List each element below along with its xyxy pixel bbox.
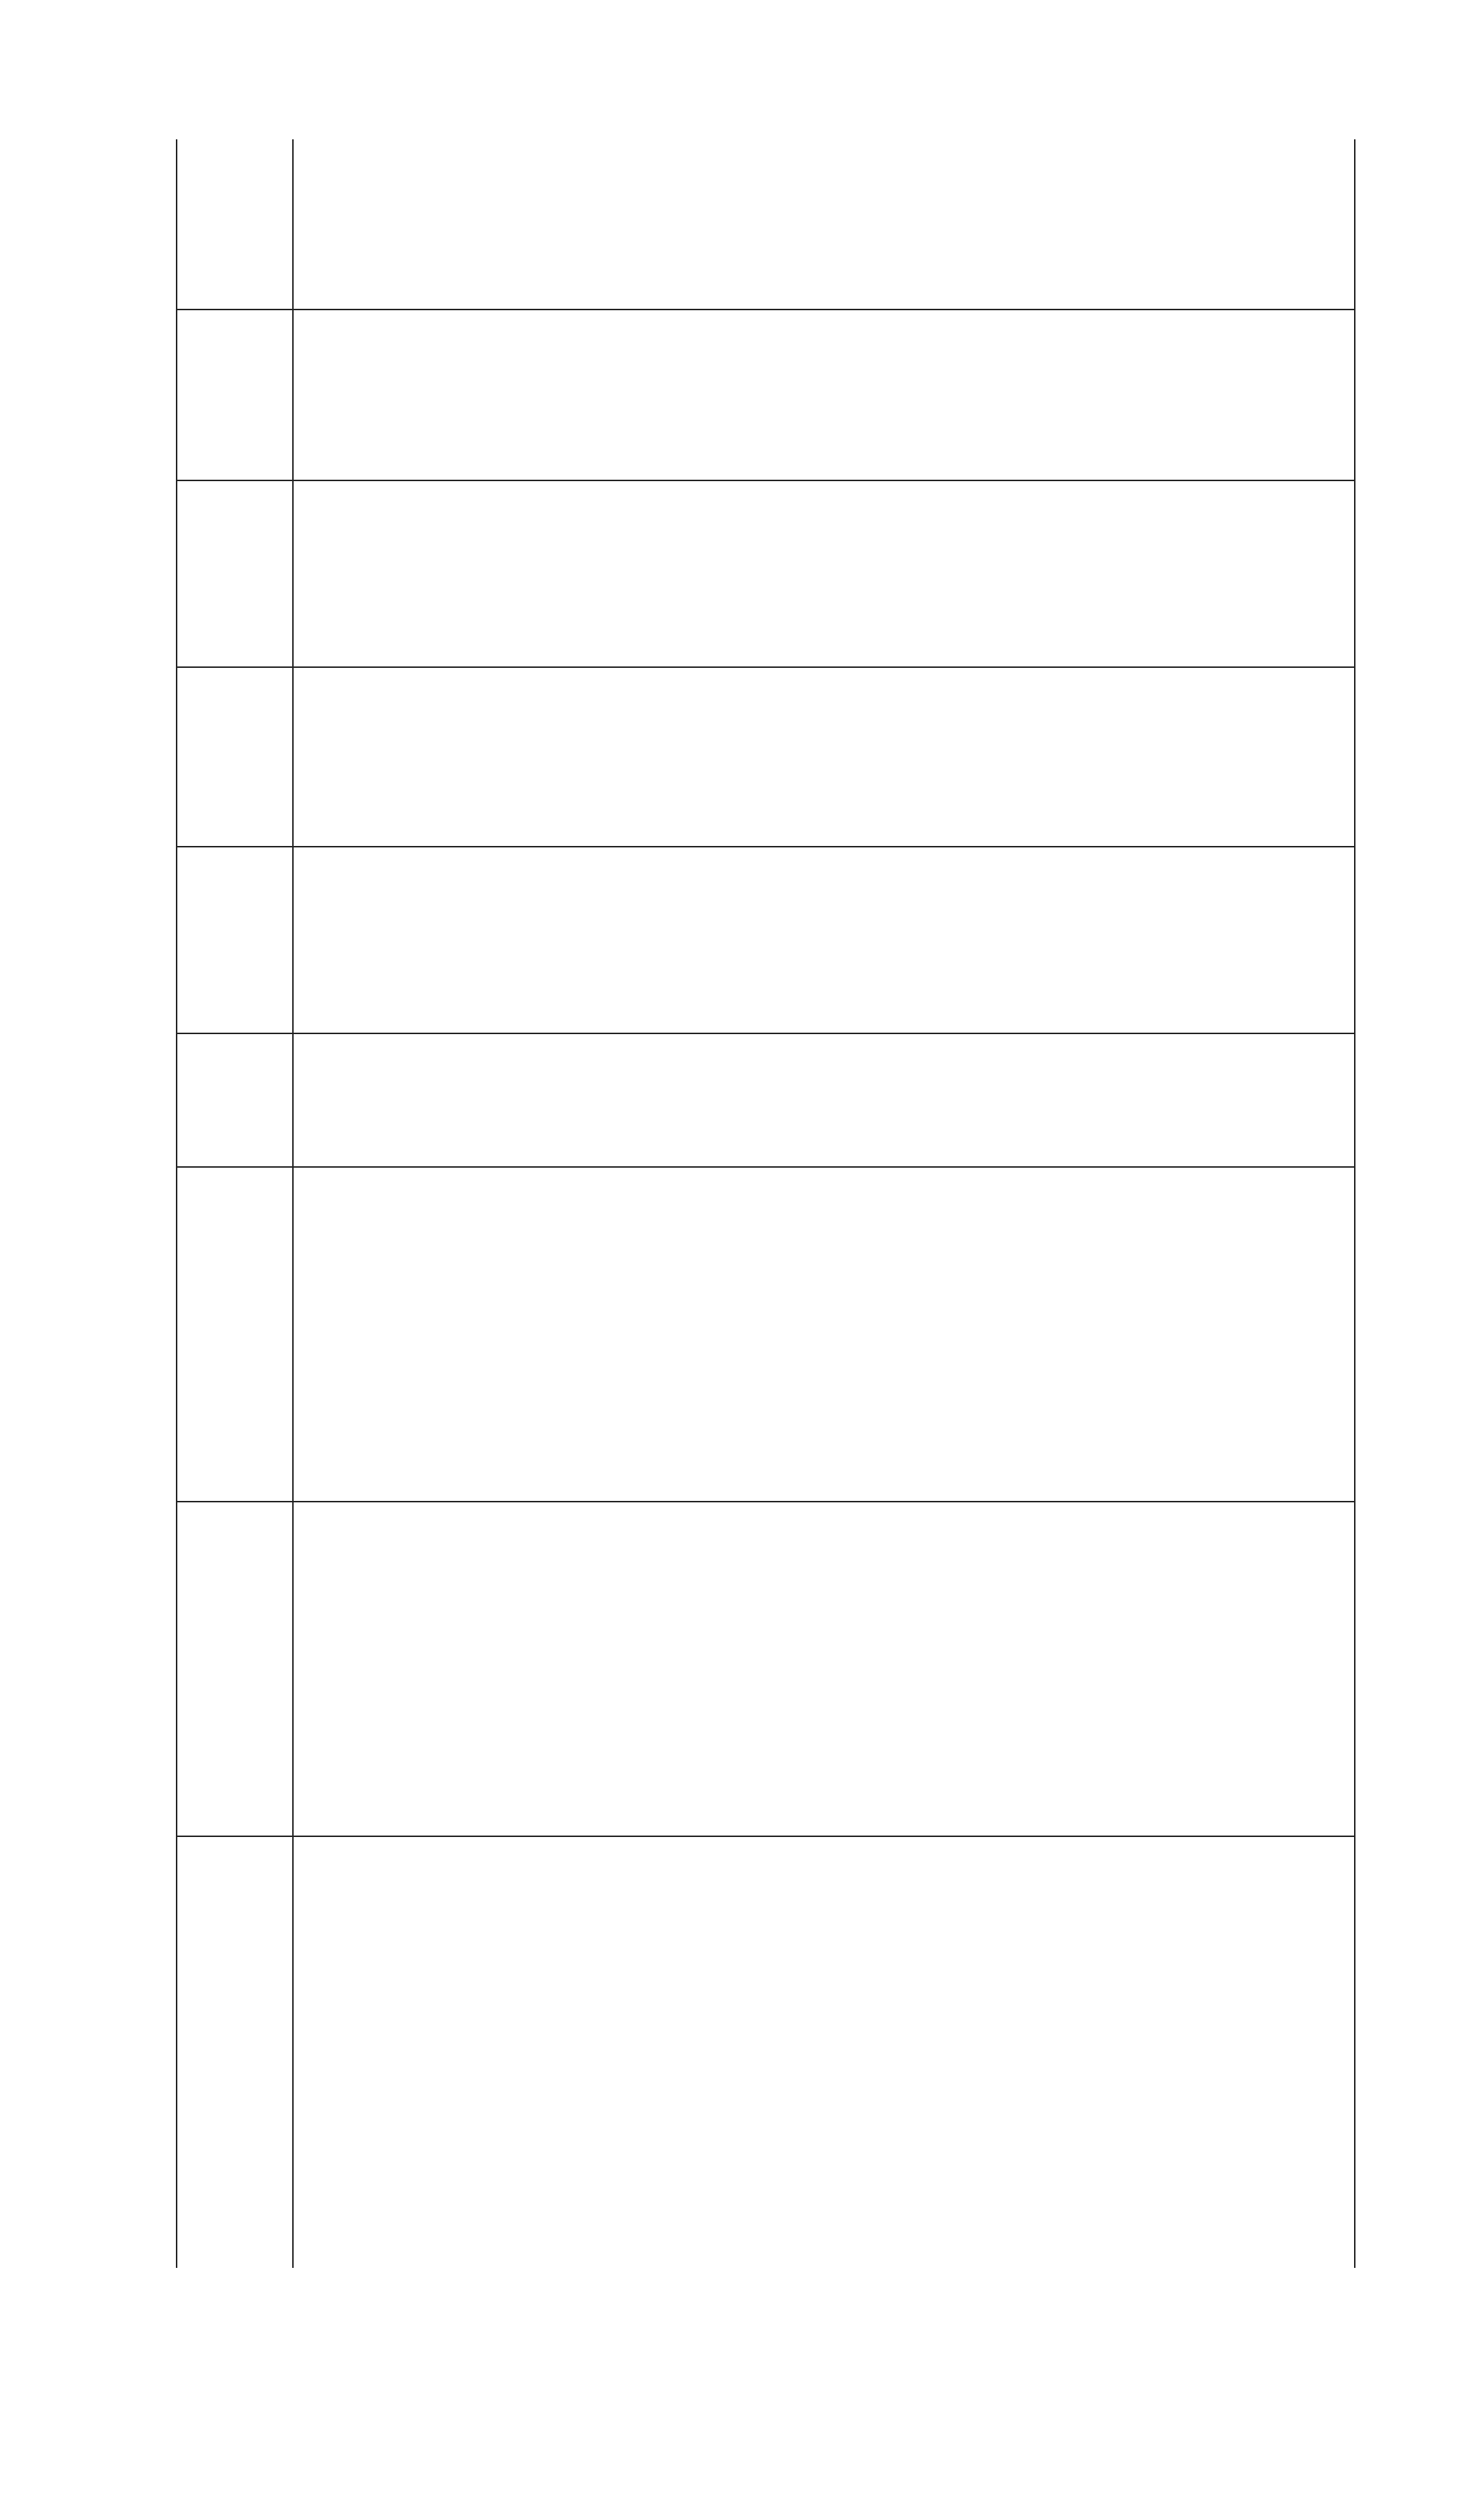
col-header-total-1900 — [182, 1048, 268, 1156]
col-header-net-12-months — [182, 862, 268, 1020]
col-header-total-with-liabilities — [182, 323, 268, 467]
col-header-total-1901 — [182, 496, 268, 654]
expenditure-table — [176, 139, 1355, 2268]
header-rule — [292, 139, 294, 2268]
col-divider — [176, 480, 1355, 481]
col-divider — [176, 1033, 1355, 1034]
table-bottom-rule — [1354, 139, 1355, 2268]
title-block — [97, 0, 101, 2502]
table-top-rule — [176, 139, 177, 2268]
col-divider — [176, 309, 1355, 310]
section-subheading — [315, 139, 331, 2268]
col-divider — [176, 1501, 1355, 1502]
col-header-liabilities — [182, 682, 268, 833]
col-header-county — [182, 1502, 268, 1837]
col-divider — [176, 666, 1355, 668]
col-divider — [176, 1836, 1355, 1837]
col-divider — [176, 1166, 1355, 1168]
col-divider — [176, 846, 1355, 847]
col-header-electorate — [182, 1168, 268, 1502]
col-header-name — [182, 1837, 268, 2268]
section-heading — [299, 139, 315, 2268]
